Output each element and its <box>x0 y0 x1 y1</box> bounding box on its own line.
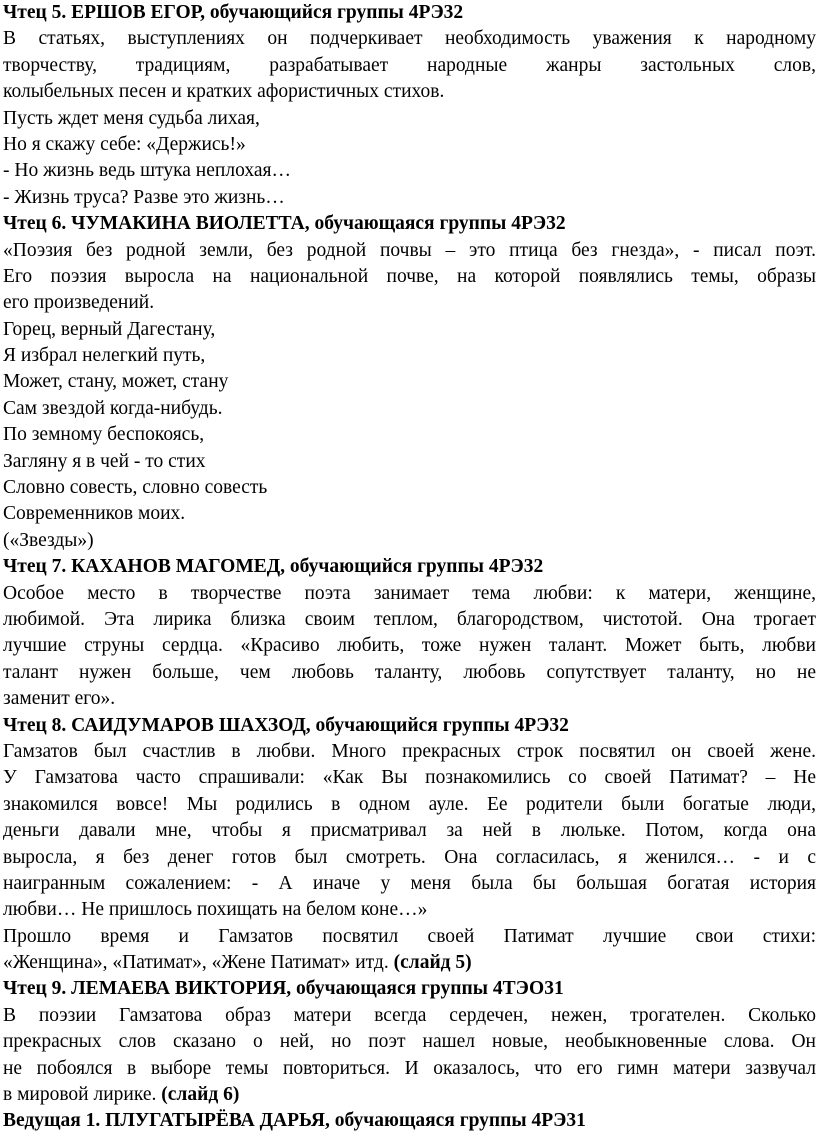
line-text: лучшие струны сердца. «Красиво любить, тоже нужен талант. Может быть, любви <box>3 635 816 657</box>
line-text: знакомился вовсе! Мы родились в одном ауле. Ее родители были богатые люди, <box>3 793 816 815</box>
text-line <box>3 396 816 422</box>
text-line <box>3 845 816 871</box>
line-text: По земному беспокоясь, <box>3 424 205 446</box>
line-text: колыбельных песен и кратких афористичных стихов. <box>3 81 445 103</box>
line-text: Особое место в творчестве поэта занимает тема любви: к матери, женщине, <box>3 582 816 604</box>
text-line <box>3 317 816 343</box>
text-line <box>3 501 816 527</box>
text-line <box>3 739 816 765</box>
text-line <box>3 369 816 395</box>
line-text: Современников моих. <box>3 503 186 525</box>
line-text: любимой. Эта лирика близка своим теплом, благородством, чистотой. Она трогает <box>3 608 816 630</box>
slide-reference: (слайд 6) <box>161 1084 240 1106</box>
text-line <box>3 950 816 976</box>
text-line <box>3 1029 816 1055</box>
section-heading <box>3 0 816 26</box>
text-line <box>3 792 816 818</box>
line-text: «Поэзия без родной земли, без родной почвы – это птица без гнезда», - писал поэт. <box>3 239 816 261</box>
line-text: Чтец 9. ЛЕМАЕВА ВИКТОРИЯ, обучающаяся группы 4ТЭО31 <box>3 978 564 1000</box>
line-text: Чтец 6. ЧУМАКИНА ВИОЛЕТТА, обучающаяся группы 4РЭ32 <box>3 213 566 235</box>
text-line <box>3 686 816 712</box>
text-line <box>3 660 816 686</box>
text-line <box>3 607 816 633</box>
text-line <box>3 422 816 448</box>
line-text: Но я скажу себе: «Держись!» <box>3 133 246 155</box>
line-text: - Жизнь труса? Разве это жизнь… <box>3 186 285 208</box>
section-heading <box>3 976 816 1002</box>
line-text: Загляну я в чей - то стих <box>3 450 206 472</box>
text-line <box>3 106 816 132</box>
text-line <box>3 132 816 158</box>
line-text: выросла, я без денег готов был смотреть. Она согласилась, я женился… - и с <box>3 846 816 868</box>
line-text: творчеству, традициям, разрабатывает народные жанры застольных слов, <box>3 54 816 76</box>
line-text: в мировой лирике. <box>3 1084 162 1106</box>
text-line <box>3 897 816 923</box>
text-line <box>3 475 816 501</box>
text-line <box>3 53 816 79</box>
line-text: Пусть ждет меня судьба лихая, <box>3 107 260 129</box>
text-line <box>3 765 816 791</box>
line-text: любви… Не пришлось похищать на белом коне…» <box>3 899 428 921</box>
text-line <box>3 158 816 184</box>
text-line <box>3 1056 816 1082</box>
line-text: Ведущая 1. ПЛУГАТЫРЁВА ДАРЬЯ, обучающаяся группы 4РЭ31 <box>3 1110 586 1132</box>
line-text: талант нужен больше, чем любовь таланту, любовь сопутствует таланту, но не <box>3 661 816 683</box>
line-text: Горец, верный Дагестану, <box>3 318 216 340</box>
text-line <box>3 290 816 316</box>
text-line <box>3 528 816 554</box>
text-line <box>3 79 816 105</box>
line-text: Его поэзия выросла на национальной почве, на которой появлялись темы, образы <box>3 265 816 287</box>
section-heading <box>3 211 816 237</box>
text-line <box>3 449 816 475</box>
text-line <box>3 633 816 659</box>
line-text: деньги давали мне, чтобы я присматривал за ней в люльке. Потом, когда она <box>3 820 816 842</box>
text-line <box>3 238 816 264</box>
line-text: Чтец 5. ЕРШОВ ЕГОР, обучающийся группы 4РЭ32 <box>3 2 464 23</box>
line-text: В статьях, выступлениях он подчеркивает необходимость уважения к народному <box>3 28 816 50</box>
line-text: прекрасных слов сказано о ней, но поэт нашел новые, необыкновенные слова. Он <box>3 1031 816 1053</box>
text-line <box>3 26 816 52</box>
line-text: В поэзии Гамзатова образ матери всегда сердечен, нежен, трогателен. Сколько <box>3 1004 816 1026</box>
line-text: Сам звездой когда-нибудь. <box>3 397 223 419</box>
line-text: У Гамзатова часто спрашивали: «Как Вы познакомились со своей Патимат? – Не <box>3 767 816 789</box>
text-line <box>3 1082 816 1108</box>
text-line <box>3 1003 816 1029</box>
text-line <box>3 185 816 211</box>
line-text: - Но жизнь ведь штука неплохая… <box>3 160 291 182</box>
text-line <box>3 264 816 290</box>
line-text: Прошло время и Гамзатов посвятил своей Патимат лучшие свои стихи: <box>3 925 816 947</box>
text-line <box>3 343 816 369</box>
line-text: Гамзатов был счастлив в любви. Много прекрасных строк посвятил он своей жене. <box>3 740 816 762</box>
slide-reference: (слайд 5) <box>393 952 472 974</box>
section-heading <box>3 713 816 739</box>
text-line <box>3 871 816 897</box>
line-text: Словно совесть, словно совесть <box>3 477 268 499</box>
line-text: наигранным сожалением: - А иначе у меня была бы большая богатая история <box>3 872 816 894</box>
text-line <box>3 818 816 844</box>
line-text: не побоялся в выборе темы повториться. И оказалось, что его гимн матери зазвучал <box>3 1057 816 1079</box>
section-heading <box>3 554 816 580</box>
line-text: заменит его». <box>3 688 116 710</box>
text-line <box>3 924 816 950</box>
line-text: Я избрал нелегкий путь, <box>3 345 206 367</box>
line-text: («Звезды») <box>3 529 94 551</box>
line-text: Чтец 8. САИДУМАРОВ ШАХЗОД, обучающийся группы 4РЭ32 <box>3 714 569 736</box>
line-text: «Женщина», «Патимат», «Жене Патимат» итд. <box>3 952 394 974</box>
section-heading <box>3 1108 816 1134</box>
line-text: Может, стану, может, стану <box>3 371 229 393</box>
text-line <box>3 581 816 607</box>
line-text: его произведений. <box>3 292 155 314</box>
line-text: Чтец 7. КАХАНОВ МАГОМЕД, обучающийся группы 4РЭ32 <box>3 556 544 578</box>
